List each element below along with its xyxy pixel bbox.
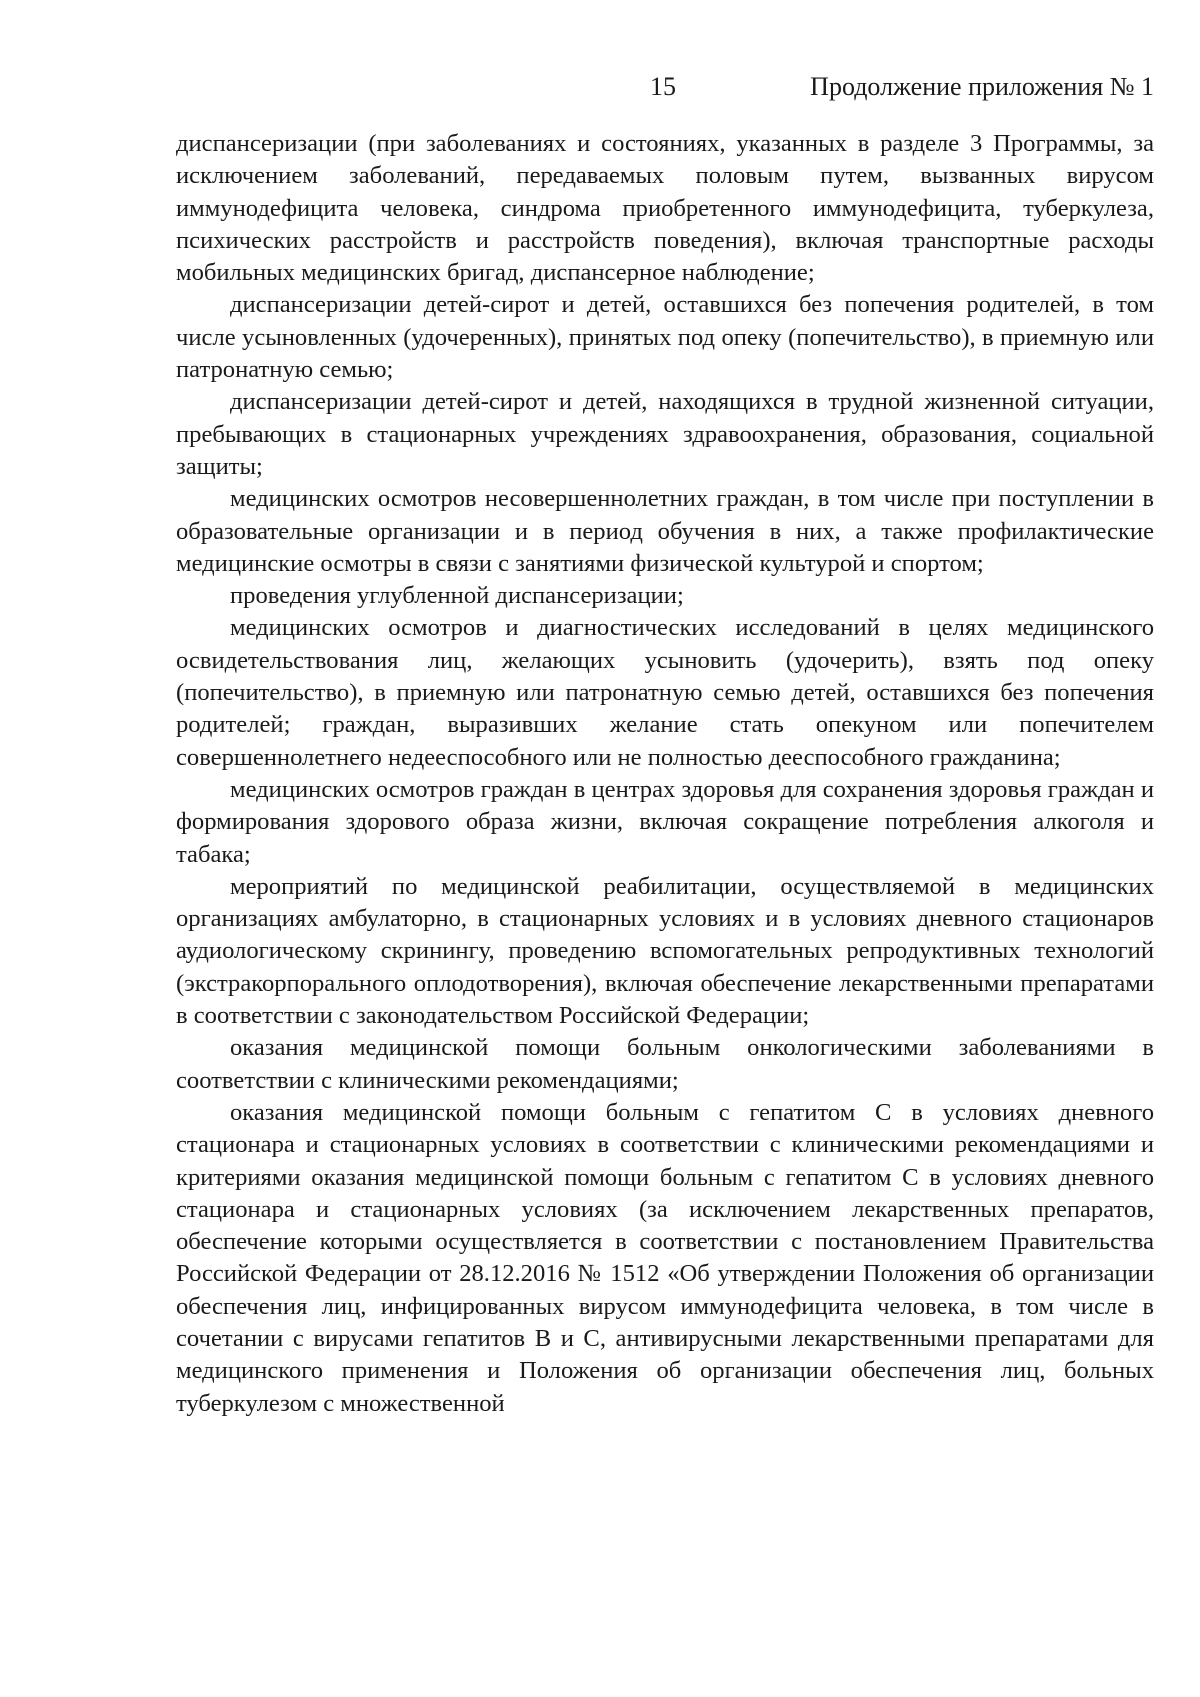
paragraph: мероприятий по медицинской реабилитации, осуществляемой в медицинских организациях амбулаторно, в стационарных условиях и в условиях дневного стационаров аудиологическому скринингу, проведению вспомогательных репродуктивных технологий (экстракорпорального оплодотворения), включая обеспечение лекарственными препаратами в соответствии с законодательством Российской Федерации; — [176, 872, 1154, 1030]
running-header: Продолжение приложения № 1 — [810, 72, 1154, 101]
page-number: 15 — [650, 72, 676, 101]
paragraph: диспансеризации детей-сирот и детей, оставшихся без попечения родителей, в том числе усыновленных (удочеренных), принятых под опеку (попечительство), в приемную или патронатную семью; — [176, 291, 1154, 384]
paragraph: оказания медицинской помощи больным с гепатитом С в условиях дневного стационара и стационарных условиях в соответствии с клиническими рекомендациями и критериями оказания медицинской помощи больным с гепатитом С в условиях дневного стационара и стационарных условиях (за исключением лекарственных препаратов, обеспечение которыми осуществляется в соответствии с постановлением Правительства Российской Федерации от 28.12.2016 № 1512 «Об утверждении Положения об организации обеспечения лиц, инфицированных вирусом иммунодефицита человека, в том числе в сочетании с вирусами гепатитов В и С, антивирусными лекарственными препаратами для медицинского применения и Положения об организации обеспечения лиц, больных туберкулезом с множественной — [176, 1098, 1154, 1417]
paragraph: медицинских осмотров несовершеннолетних граждан, в том числе при поступлении в образовательные организации и в период обучения в них, а также профилактические медицинские осмотры в связи с занятиями физической культурой и спортом; — [176, 485, 1154, 577]
paragraph: диспансеризации детей-сирот и детей, находящихся в трудной жизненной ситуации, пребывающих в стационарных учреждениях здравоохранения, образования, социальной защиты; — [176, 388, 1154, 480]
paragraph: оказания медицинской помощи больным онкологическими заболеваниями в соответствии с клиническими рекомендациями; — [176, 1034, 1154, 1094]
paragraph: диспансеризации (при заболеваниях и состояниях, указанных в разделе 3 Программы, за исключением заболеваний, передаваемых половым путем, вызванных вирусом иммунодефицита человека, синдрома приобретенного иммунодефицита, туберкулеза, психических расстройств и расстройств поведения), включая транспортные расходы мобильных медицинских бригад, диспансерное наблюдение; — [176, 130, 1154, 287]
body-text — [176, 128, 1154, 1420]
paragraph: проведения углубленной диспансеризации; — [230, 582, 684, 610]
paragraph: медицинских осмотров граждан в центрах здоровья для сохранения здоровья граждан и формирования здорового образа жизни, включая сокращение потребления алкоголя и табака; — [176, 775, 1154, 868]
paragraph: медицинских осмотров и диагностических исследований в целях медицинского освидетельствования лиц, желающих усыновить (удочерить), взять под опеку (попечительство), в приемную или патронатную семью детей, оставшихся без попечения родителей; граждан, выразивших желание стать опекуном или попечителем совершеннолетнего недееспособного или не полностью дееспособного гражданина; — [176, 614, 1154, 771]
